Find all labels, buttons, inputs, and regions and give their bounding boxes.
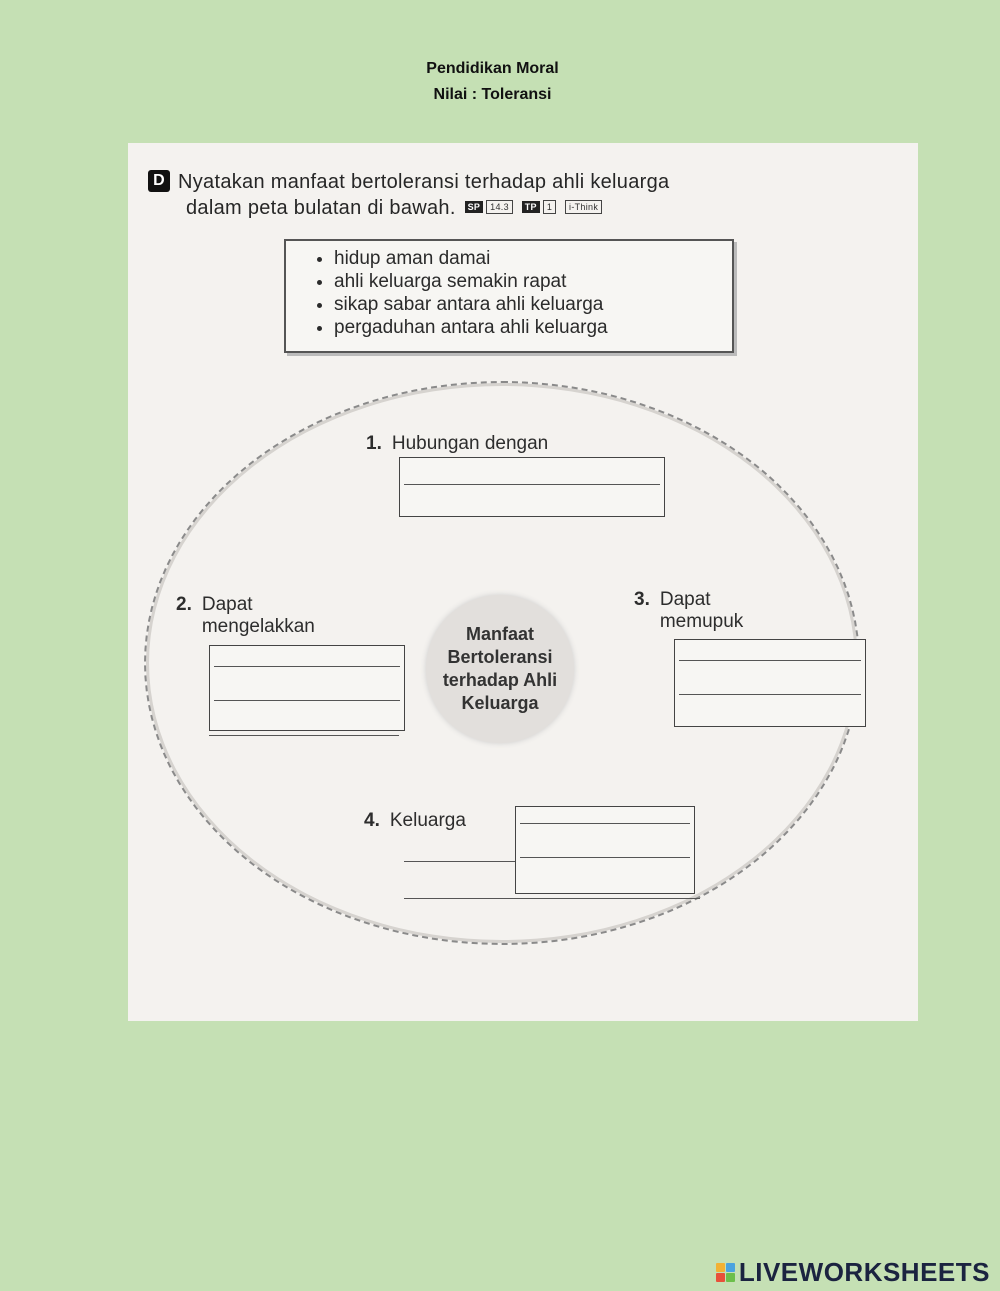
item-3-text: Dapat memupuk: [659, 589, 744, 632]
instruction-line-2: dalam peta bulatan di bawah.: [186, 197, 456, 219]
subject-title: Pendidikan Moral: [426, 60, 559, 77]
item-4-text: Keluarga: [389, 810, 466, 831]
tag-sp: SP: [465, 201, 484, 213]
item-2-number: 2.: [176, 594, 192, 615]
item-2-answer-box[interactable]: [209, 645, 405, 731]
item-4-answer-box[interactable]: [515, 806, 695, 894]
liveworksheets-logo: [716, 1257, 990, 1288]
word-bank: [284, 239, 734, 353]
item-4-number: 4.: [364, 810, 380, 831]
topic-title: Nilai : Toleransi: [433, 86, 552, 103]
item-2-answer-line[interactable]: [209, 735, 399, 736]
instruction-text: [148, 169, 898, 221]
item-3-number: 3.: [634, 589, 650, 610]
circle-map-center: [426, 595, 574, 743]
item-1-label: [366, 433, 548, 455]
word-bank-item: • sikap sabar antara ahli keluarga: [334, 293, 732, 316]
brand-text: LIVEWORKSHEETS: [738, 1257, 990, 1287]
tag-sp-code: 14.3: [486, 200, 513, 214]
tag-ithink: i-Think: [565, 200, 602, 214]
worksheet-scan: [128, 143, 918, 1021]
liveworksheets-icon: [716, 1263, 735, 1282]
tag-tp-level: 1: [543, 200, 556, 214]
item-3-label: [634, 589, 770, 633]
section-d-marker: D: [148, 170, 170, 192]
word-bank-item: • hidup aman damai: [334, 247, 732, 270]
tag-tp: TP: [522, 201, 540, 213]
word-bank-item: • pergaduhan antara ahli keluarga: [334, 316, 732, 339]
item-3-answer-box[interactable]: [674, 639, 866, 727]
instruction-line-1: Nyatakan manfaat bertoleransi terhadap ahli keluarga: [178, 171, 670, 193]
word-bank-item: • ahli keluarga semakin rapat: [334, 270, 732, 293]
item-4-label: [364, 810, 466, 832]
item-2-text: Dapat mengelakkan: [201, 594, 315, 637]
item-2-label: [176, 594, 352, 638]
item-1-answer-box[interactable]: [399, 457, 665, 517]
center-label: Manfaat Bertoleransi terhadap Ahli Keluarga: [442, 624, 558, 713]
item-4-answer-line[interactable]: [404, 898, 700, 899]
item-1-text: Hubungan dengan: [391, 433, 549, 454]
item-4-answer-line[interactable]: [404, 861, 515, 862]
item-1-number: 1.: [366, 433, 382, 454]
